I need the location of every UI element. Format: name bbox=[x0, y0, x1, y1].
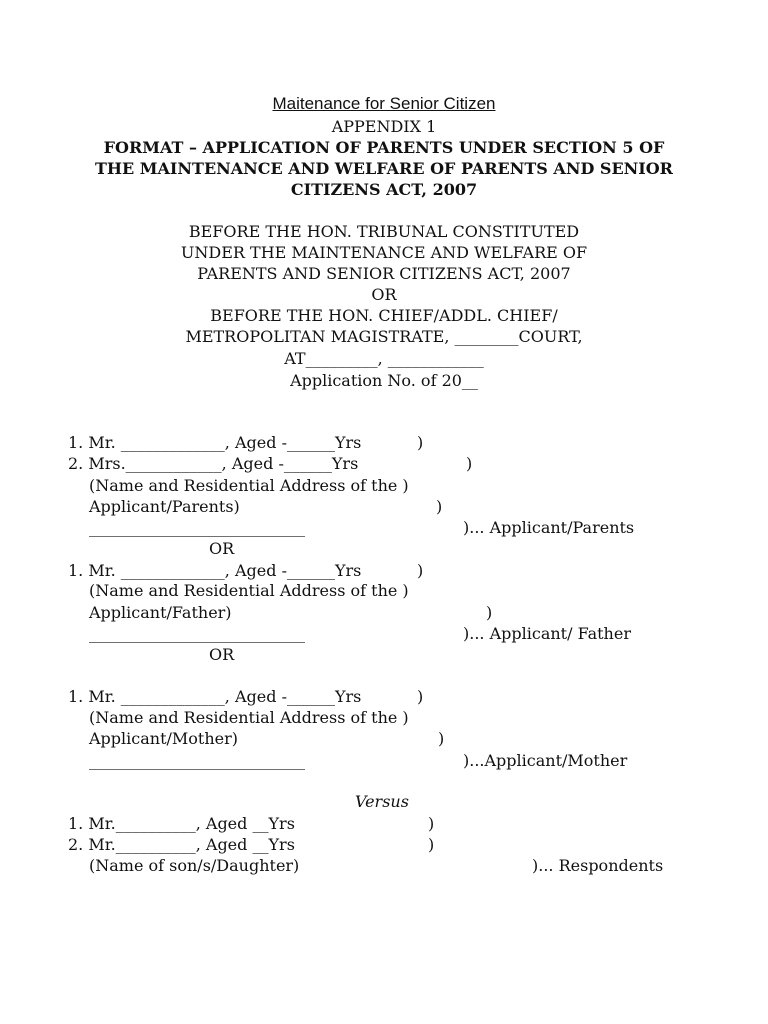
respondent-line-3: (Name of son/s/Daughter) bbox=[89, 856, 300, 875]
application-number: Application No. of 20__ bbox=[290, 371, 478, 390]
father-line-3: Applicant/Father) bbox=[89, 603, 232, 622]
respondent-line-1: 1. Mr.__________, Aged __Yrs bbox=[68, 814, 295, 833]
court-line-3: PARENTS AND SENIOR CITIZENS ACT, 2007 bbox=[197, 264, 571, 283]
father-line-2: (Name and Residential Address of the ) bbox=[89, 581, 409, 600]
or-separator-1: OR bbox=[209, 539, 235, 558]
parents-applicant-label: )... Applicant/Parents bbox=[463, 518, 635, 537]
mother-line-3: Applicant/Mother) bbox=[89, 729, 239, 748]
respondent-paren-1: ) bbox=[428, 814, 435, 833]
court-line-1: BEFORE THE HON. TRIBUNAL CONSTITUTED bbox=[188, 222, 580, 241]
father-paren-1: ) bbox=[417, 561, 424, 580]
court-line-5: BEFORE THE HON. CHIEF/ADDL. CHIEF/ bbox=[210, 306, 558, 325]
father-line-1: 1. Mr. _____________, Aged -______Yrs bbox=[68, 561, 362, 580]
father-underline: ___________________________ bbox=[89, 624, 305, 643]
mother-line-1: 1. Mr. _____________, Aged -______Yrs bbox=[68, 687, 362, 706]
mother-underline: ___________________________ bbox=[89, 751, 305, 770]
parents-line-4: Applicant/Parents) bbox=[89, 497, 240, 516]
respondent-line-2: 2. Mr.__________, Aged __Yrs bbox=[68, 835, 295, 854]
document-title: Maitenance for Senior Citizen bbox=[272, 94, 496, 113]
respondents-label: )... Respondents bbox=[532, 856, 664, 875]
respondent-paren-2: ) bbox=[428, 835, 435, 854]
or-separator-2: OR bbox=[209, 645, 235, 664]
mother-paren-1: ) bbox=[417, 687, 424, 706]
father-applicant-label: )... Applicant/ Father bbox=[463, 624, 631, 643]
court-line-7: AT_________, ____________ bbox=[284, 349, 484, 368]
parents-paren-2: ) bbox=[466, 454, 473, 473]
format-heading-line-3: CITIZENS ACT, 2007 bbox=[290, 180, 478, 199]
mother-line-2: (Name and Residential Address of the ) bbox=[89, 708, 409, 727]
parents-paren-1: ) bbox=[417, 433, 424, 452]
parents-line-2: 2. Mrs.____________, Aged -______Yrs bbox=[68, 454, 359, 473]
parents-paren-4: ) bbox=[436, 497, 443, 516]
father-paren-3: ) bbox=[486, 603, 493, 622]
parents-underline: ___________________________ bbox=[89, 518, 305, 537]
versus-label: Versus bbox=[355, 792, 409, 811]
format-heading-line-1: FORMAT – APPLICATION OF PARENTS UNDER SECTION 5 OF bbox=[103, 138, 665, 157]
court-line-or: OR bbox=[371, 285, 397, 304]
court-line-2: UNDER THE MAINTENANCE AND WELFARE OF bbox=[180, 243, 588, 262]
mother-applicant-label: )...Applicant/Mother bbox=[463, 751, 628, 770]
parents-line-3: (Name and Residential Address of the ) bbox=[89, 476, 409, 495]
mother-paren-3: ) bbox=[438, 729, 445, 748]
court-line-6: METROPOLITAN MAGISTRATE, ________COURT, bbox=[185, 327, 583, 346]
parents-line-1: 1. Mr. _____________, Aged -______Yrs bbox=[68, 433, 362, 452]
format-heading-line-2: THE MAINTENANCE AND WELFARE OF PARENTS AND SENIOR bbox=[95, 159, 673, 178]
appendix-label: APPENDIX 1 bbox=[331, 117, 437, 136]
